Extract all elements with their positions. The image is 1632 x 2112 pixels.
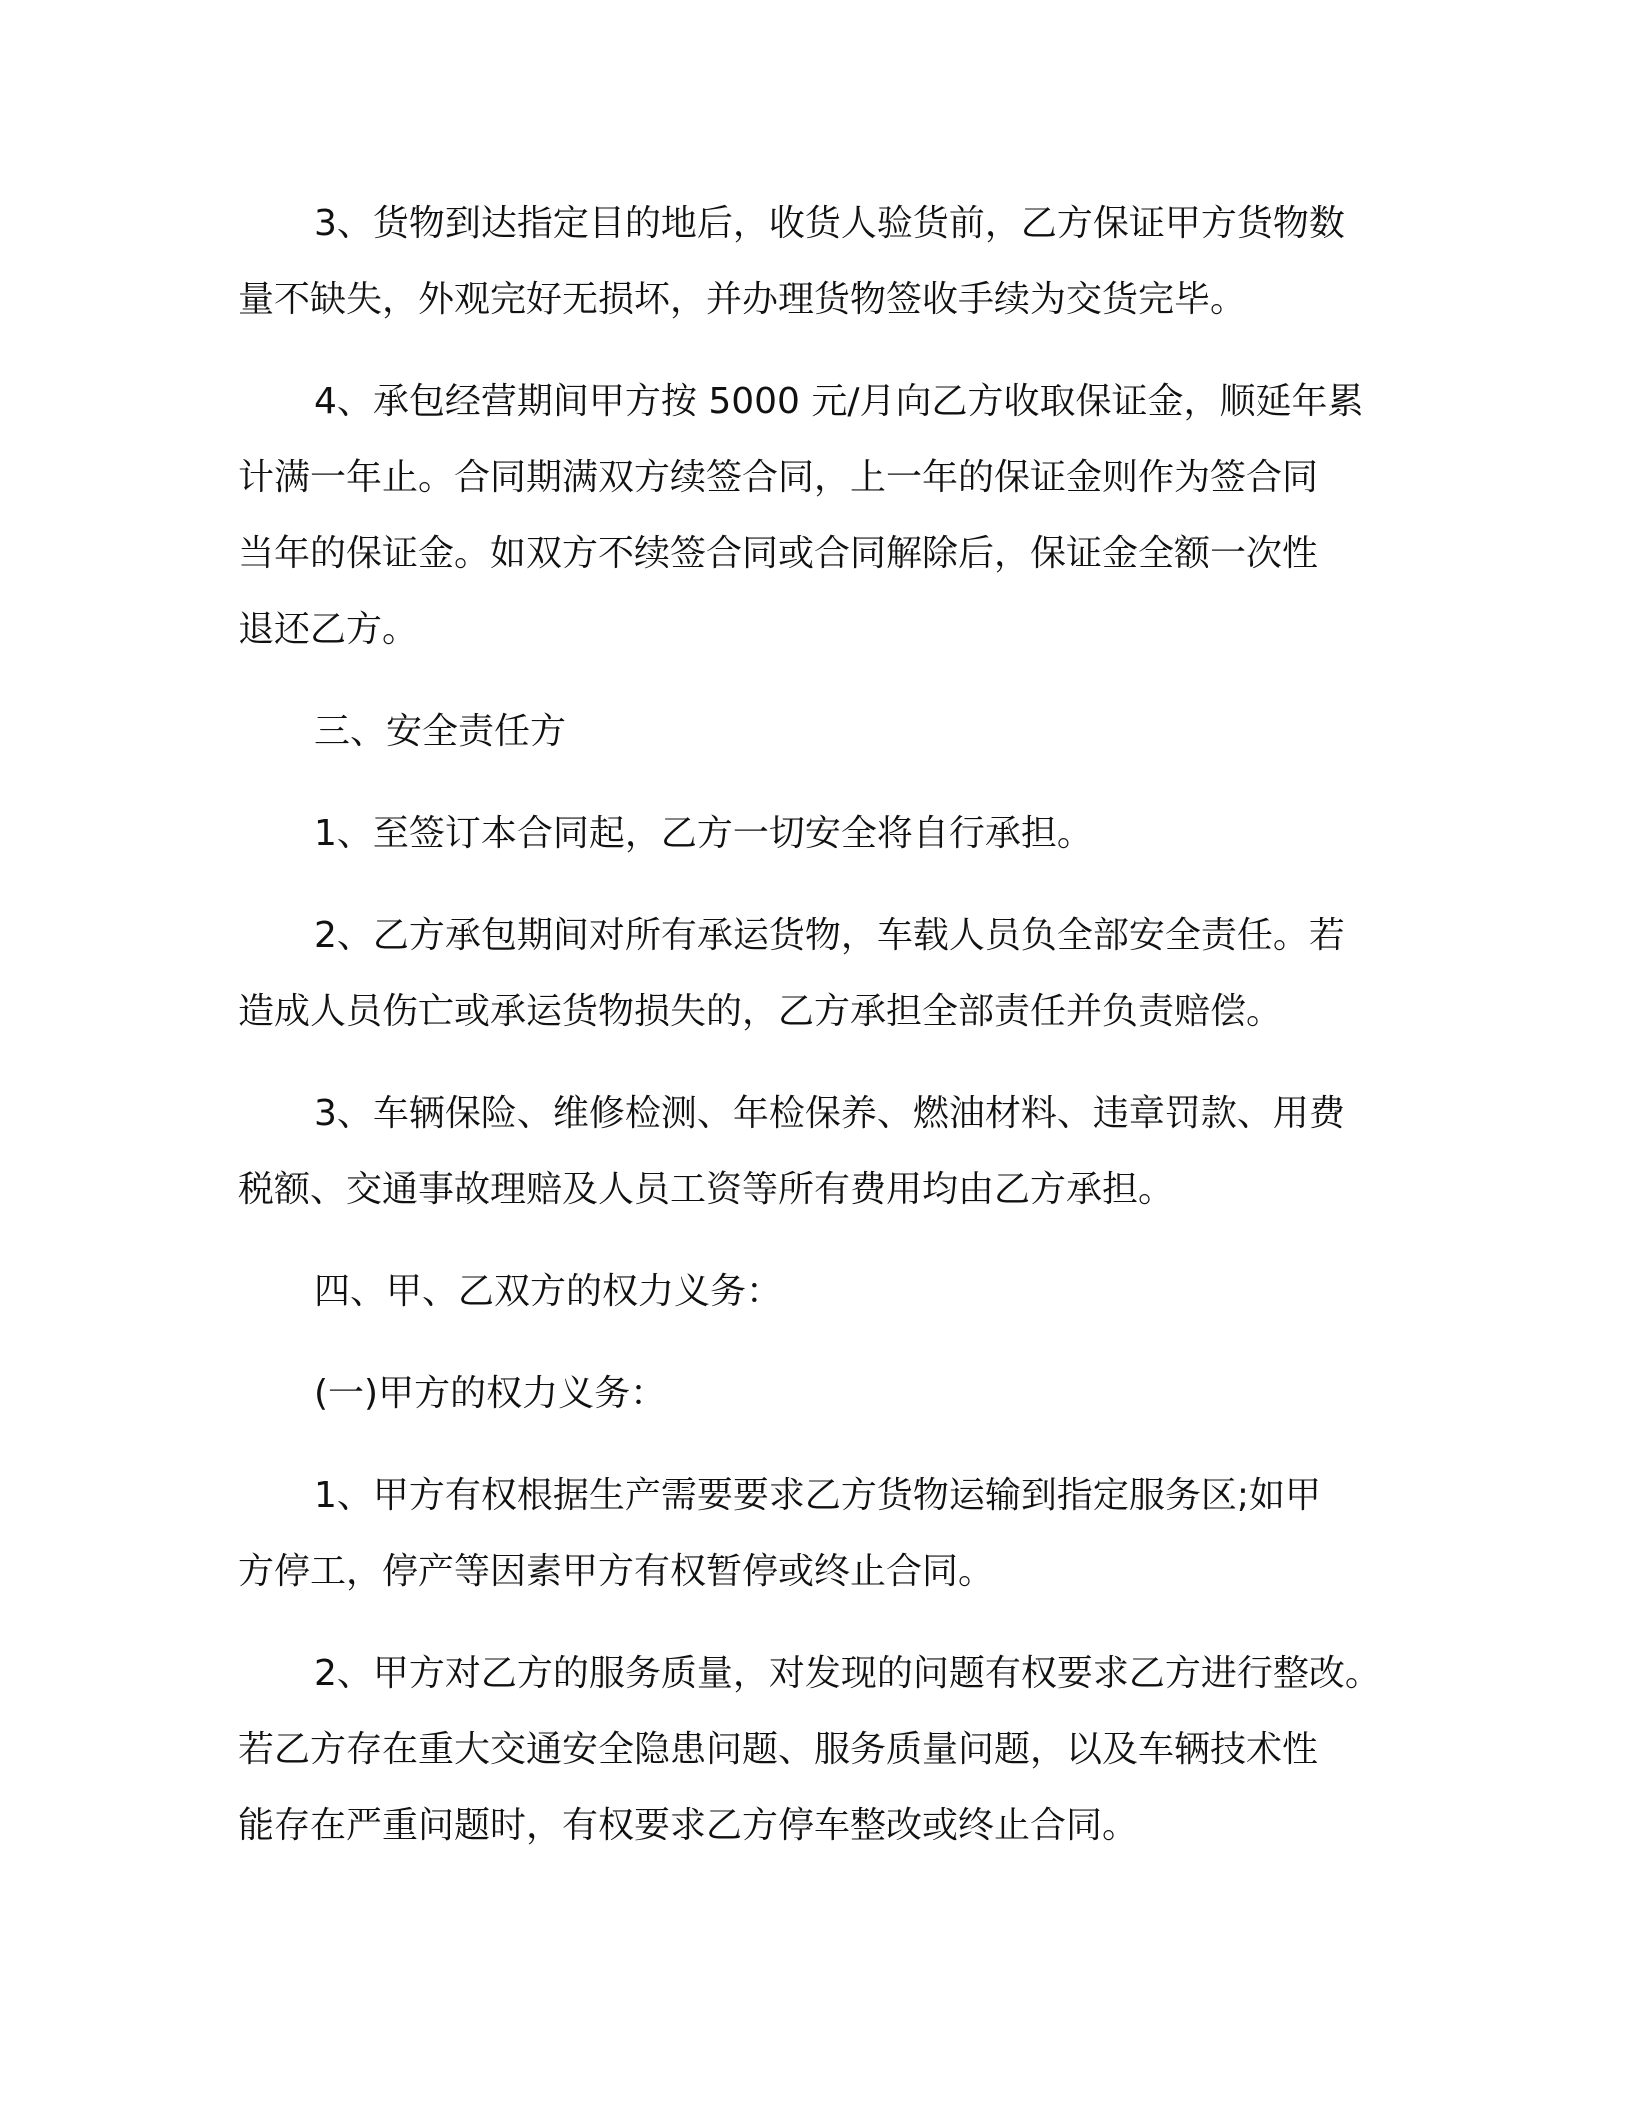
clause-paragraph — [238, 1636, 1398, 1864]
document-body — [238, 186, 1398, 1890]
heading-line: 三、安全责任方 — [314, 711, 567, 752]
clause-paragraph — [238, 1458, 1398, 1610]
section-heading — [238, 694, 1398, 770]
paragraph-line: 能存在严重问题时，有权要求乙方停车整改或终止合同。 — [238, 1805, 1139, 1846]
paragraph-line: 1、甲方有权根据生产需要要求乙方货物运输到指定服务区;如甲 — [314, 1475, 1322, 1516]
paragraph-line: 造成人员伤亡或承运货物损失的，乙方承担全部责任并负责赔偿。 — [238, 991, 1283, 1032]
paragraph-line: 2、乙方承包期间对所有承运货物，车载人员负全部安全责任。若 — [314, 915, 1345, 956]
paragraph-line: 当年的保证金。如双方不续签合同或合同解除后，保证金全额一次性 — [238, 533, 1319, 574]
paragraph-line: 计满一年止。合同期满双方续签合同，上一年的保证金则作为签合同 — [238, 457, 1319, 498]
paragraph-line: 2、甲方对乙方的服务质量，对发现的问题有权要求乙方进行整改。 — [314, 1653, 1381, 1694]
paragraph-line: 若乙方存在重大交通安全隐患问题、服务质量问题，以及车辆技术性 — [238, 1729, 1319, 1770]
paragraph-line: 4、承包经营期间甲方按 5000 元/月向乙方收取保证金，顺延年累 — [314, 381, 1364, 422]
heading-line: (一)甲方的权力义务： — [314, 1373, 667, 1414]
paragraph-line: 3、货物到达指定目的地后，收货人验货前，乙方保证甲方货物数 — [314, 203, 1345, 244]
paragraph-line: 方停工，停产等因素甲方有权暂停或终止合同。 — [238, 1551, 995, 1592]
paragraph-line: 退还乙方。 — [238, 609, 419, 650]
paragraph-line: 量不缺失，外观完好无损坏，并办理货物签收手续为交货完毕。 — [238, 279, 1247, 320]
paragraph-line: 3、车辆保险、维修检测、年检保养、燃油材料、违章罚款、用费 — [314, 1093, 1345, 1134]
paragraph-line: 税额、交通事故理赔及人员工资等所有费用均由乙方承担。 — [238, 1169, 1175, 1210]
clause-paragraph — [238, 186, 1398, 338]
clause-paragraph — [238, 364, 1398, 668]
subsection-heading — [238, 1356, 1398, 1432]
clause-paragraph — [238, 898, 1398, 1050]
clause-paragraph — [238, 1076, 1398, 1228]
section-heading — [238, 1254, 1398, 1330]
clause-paragraph — [238, 796, 1398, 872]
heading-line: 四、甲、乙双方的权力义务： — [314, 1271, 783, 1312]
paragraph-line: 1、至签订本合同起，乙方一切安全将自行承担。 — [314, 813, 1093, 854]
